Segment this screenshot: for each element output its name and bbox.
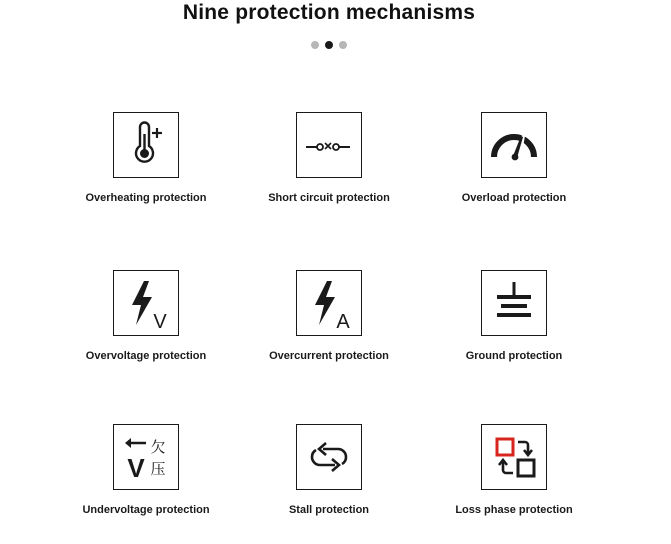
pagination-dot-3[interactable] <box>339 41 347 49</box>
protection-label: Overcurrent protection <box>269 350 389 362</box>
gauge-icon <box>484 115 544 175</box>
icon-frame <box>113 112 179 178</box>
icon-frame <box>113 424 179 490</box>
protection-label: Overheating protection <box>85 192 207 204</box>
protection-label: Overvoltage protection <box>85 350 207 362</box>
short-circuit-icon <box>299 115 359 175</box>
protection-card-undervoltage <box>61 424 231 516</box>
protection-label: Stall protection <box>288 504 370 516</box>
icon-frame <box>481 270 547 336</box>
icon-frame <box>481 424 547 490</box>
icon-frame <box>481 112 547 178</box>
icon-letter-v: V <box>153 311 167 333</box>
icon-letter-v: V <box>127 453 145 483</box>
pagination-dot-2[interactable] <box>325 41 333 49</box>
protection-card-ground <box>429 270 599 362</box>
loop-arrows-icon <box>299 427 359 487</box>
protection-card-stall <box>244 424 414 516</box>
phase-swap-icon <box>484 427 544 487</box>
lightning-a-icon <box>299 273 359 333</box>
protection-label: Overload protection <box>461 192 567 204</box>
icon-frame <box>296 424 362 490</box>
protection-card-overvoltage <box>61 270 231 362</box>
protection-label: Undervoltage protection <box>82 504 210 516</box>
protection-label: Ground protection <box>465 350 563 362</box>
undervoltage-icon <box>116 427 176 487</box>
icon-frame <box>296 270 362 336</box>
page-title: Nine protection mechanisms <box>182 1 476 24</box>
icon-letter-a: A <box>336 311 350 333</box>
protection-card-overload <box>429 112 599 204</box>
icon-frame <box>113 270 179 336</box>
protection-card-overcurrent <box>244 270 414 362</box>
protection-card-overheating <box>61 112 231 204</box>
lightning-v-icon <box>116 273 176 333</box>
protection-card-loss-phase <box>429 424 599 516</box>
carousel-pagination <box>311 41 347 49</box>
icon-frame <box>296 112 362 178</box>
protection-label: Loss phase protection <box>455 504 573 516</box>
ground-icon <box>484 273 544 333</box>
protection-label: Short circuit protection <box>268 192 390 204</box>
icon-char-ya: 压 <box>150 460 166 478</box>
pagination-dot-1[interactable] <box>311 41 319 49</box>
thermometer-plus-icon <box>116 115 176 175</box>
icon-char-qian: 欠 <box>150 438 166 456</box>
protection-card-short-circuit <box>244 112 414 204</box>
